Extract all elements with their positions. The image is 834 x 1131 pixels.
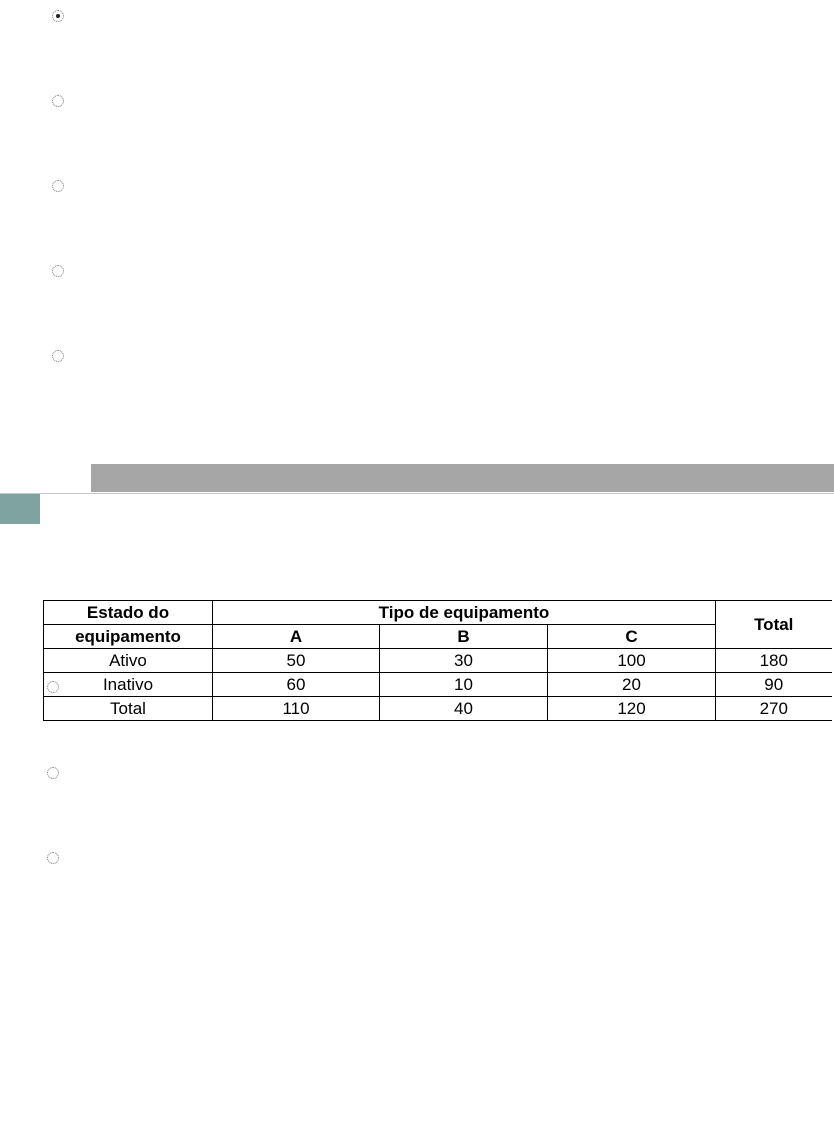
cell-total: 270 xyxy=(716,697,832,721)
cell-b: 30 xyxy=(380,649,548,673)
cell-c: 20 xyxy=(548,673,716,697)
cell-total: 90 xyxy=(716,673,832,697)
header-col-c: C xyxy=(548,625,716,649)
header-col-b: B xyxy=(380,625,548,649)
header-tipo-equipamento: Tipo de equipamento xyxy=(213,601,716,625)
cell-total: 180 xyxy=(716,649,832,673)
option-radio-3[interactable] xyxy=(52,180,64,192)
option-radio-4[interactable] xyxy=(52,265,64,277)
question-number-box xyxy=(0,494,40,524)
table-row xyxy=(44,673,832,697)
cell-a: 60 xyxy=(213,673,380,697)
option-radio-2[interactable] xyxy=(52,95,64,107)
equipment-table xyxy=(43,600,832,721)
option-radio-6[interactable] xyxy=(47,681,59,693)
cell-a: 50 xyxy=(213,649,380,673)
option-radio-8[interactable] xyxy=(47,852,59,864)
row-label: Ativo xyxy=(44,649,213,673)
question-divider xyxy=(0,493,834,494)
row-label: Inativo xyxy=(44,673,213,697)
table-row xyxy=(44,649,832,673)
option-radio-7[interactable] xyxy=(47,767,59,779)
question-header-bar xyxy=(91,464,834,492)
header-total: Total xyxy=(716,601,832,649)
option-radio-5[interactable] xyxy=(52,350,64,362)
header-col-a: A xyxy=(213,625,380,649)
cell-a: 110 xyxy=(213,697,380,721)
cell-c: 100 xyxy=(548,649,716,673)
table-subheader-row xyxy=(44,625,832,649)
option-radio-1[interactable] xyxy=(52,10,64,22)
cell-b: 40 xyxy=(380,697,548,721)
header-estado-line2: equipamento xyxy=(44,625,213,649)
cell-c: 120 xyxy=(548,697,716,721)
header-estado-line1: Estado do xyxy=(44,601,213,625)
cell-b: 10 xyxy=(380,673,548,697)
table-row xyxy=(44,697,832,721)
row-label: Total xyxy=(44,697,213,721)
table-header-row xyxy=(44,601,832,625)
